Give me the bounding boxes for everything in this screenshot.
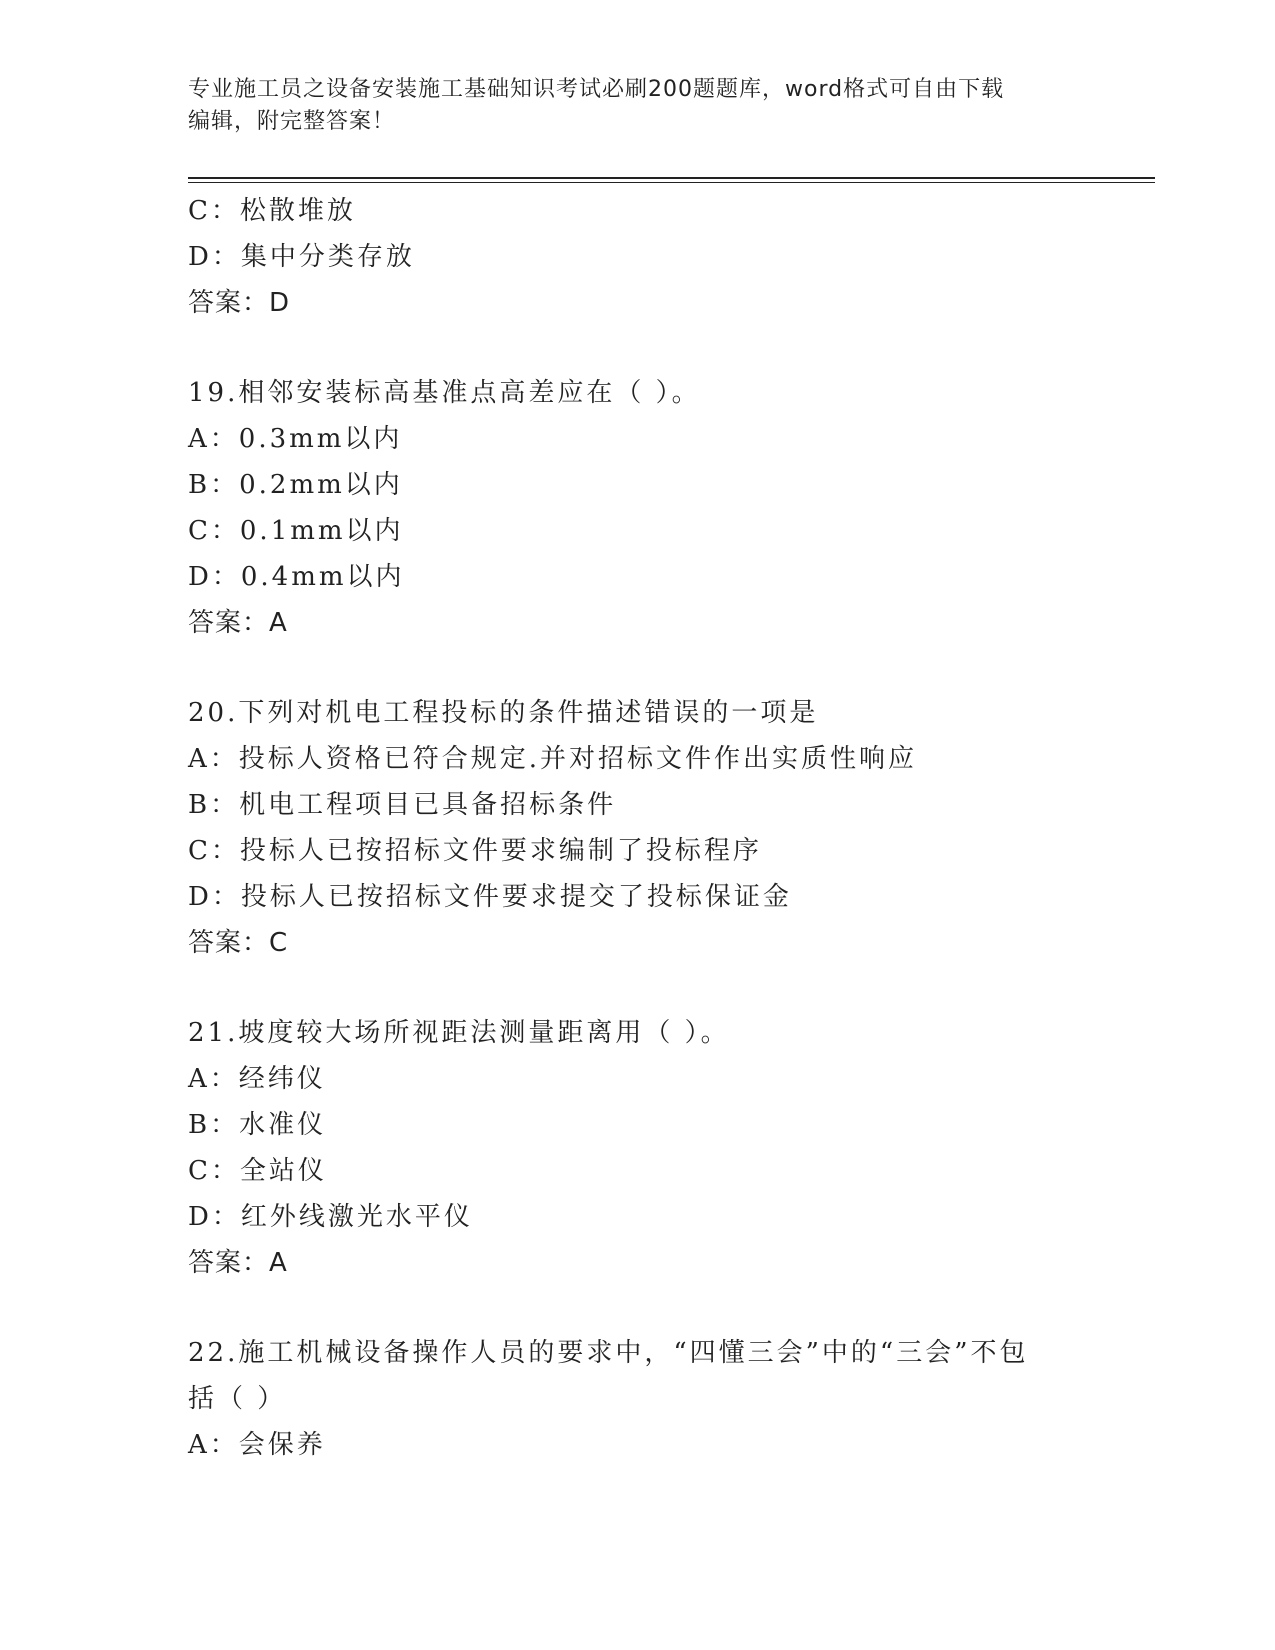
answer-line: 答案：A xyxy=(188,1248,288,1278)
question-stem: 20.下列对机电工程投标的条件描述错误的一项是 xyxy=(188,698,819,728)
header-title-line-2: 编辑，附完整答案！ xyxy=(188,109,396,134)
answer-line: 答案：D xyxy=(188,288,291,318)
question-block-19 xyxy=(188,370,1148,646)
spacer xyxy=(188,1286,1148,1330)
option-b: B：0.2mm以内 xyxy=(188,470,403,500)
option-b: B：机电工程项目已具备招标条件 xyxy=(188,790,617,820)
spacer xyxy=(188,966,1148,1010)
question-stem: 21.坡度较大场所视距法测量距离用（ ）。 xyxy=(188,1018,730,1048)
document-header xyxy=(188,74,1088,138)
option-d: D：集中分类存放 xyxy=(188,242,415,272)
question-block-22 xyxy=(188,1330,1148,1468)
answer-line: 答案：C xyxy=(188,928,289,958)
option-d: D：投标人已按招标文件要求提交了投标保证金 xyxy=(188,882,792,912)
header-title-line-1: 专业施工员之设备安装施工基础知识考试必刷200题题库，word格式可自由下载 xyxy=(188,77,1005,102)
question-block-20 xyxy=(188,690,1148,966)
option-c: C：松散堆放 xyxy=(188,196,356,226)
option-c: C：全站仪 xyxy=(188,1156,327,1186)
option-a: A：会保养 xyxy=(188,1430,326,1460)
option-a: A：经纬仪 xyxy=(188,1064,326,1094)
option-b: B：水准仪 xyxy=(188,1110,327,1140)
option-d: D：红外线激光水平仪 xyxy=(188,1202,473,1232)
question-block-18 xyxy=(188,188,1148,326)
spacer xyxy=(188,646,1148,690)
question-stem-line-2: 括（ ） xyxy=(188,1384,287,1414)
question-block-21 xyxy=(188,1010,1148,1286)
question-stem-line-1: 22.施工机械设备操作人员的要求中，“四懂三会”中的“三会”不包 xyxy=(188,1338,1029,1368)
option-a: A：投标人资格已符合规定.并对招标文件作出实质性响应 xyxy=(188,744,918,774)
question-list xyxy=(188,188,1148,1468)
option-c: C：0.1mm以内 xyxy=(188,516,404,546)
spacer xyxy=(188,326,1148,370)
question-stem: 19.相邻安装标高基准点高差应在（ ）。 xyxy=(188,378,701,408)
header-divider-thick xyxy=(188,177,1155,179)
option-d: D：0.4mm以内 xyxy=(188,562,405,592)
header-divider-thin xyxy=(188,182,1155,183)
answer-line: 答案：A xyxy=(188,608,288,638)
option-c: C：投标人已按招标文件要求编制了投标程序 xyxy=(188,836,762,866)
option-a: A：0.3mm以内 xyxy=(188,424,403,454)
